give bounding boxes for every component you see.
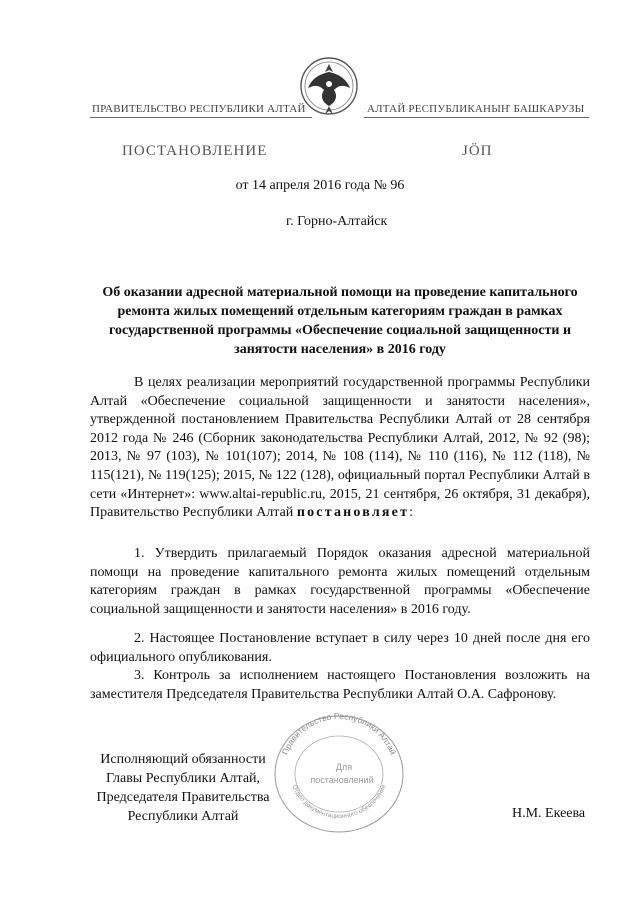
clause-1: 1. Утвердить прилагаемый Порядок оказания адресной материальной помощи на проведение капитального ремонта жилых помещений отдельным категориям граждан в рамках государственной программы «Обеспечение социальной защищенности и занятости населения» в 2016 году. xyxy=(90,546,590,617)
signatory-line-3: Председателя Правительства xyxy=(96,790,270,805)
document-title: Об оказании адресной материальной помощи на проведение капитального ремонта жилых помещений отдельным категориям граждан в рамках государственной программы «Обеспечение социальной защищенности и занятости населения» в 2016 году xyxy=(102,285,578,357)
preamble-text: В целях реализации мероприятий государственной программы Республики Алтай «Обеспечение социальной защищенности и занятости населения», утвержденной постановлением Правительства Республики Алтай от 28 сентября 2012 года № 246 (Сборник законодательства Республики Алтай, 2012, № 92 (98); 2013, № 97 (103), № 101(107); 2014, № 108 (114), № 110 (116), № 112 (118), № 115(121), № 119(125); 2015, № 122 (128), официальный портал Республики Алтай в сети «Интернет»: www.altai-republic.ru, 2015, 21 сентября, 26 октября, 31 декабря), Правительство Республики Алтай xyxy=(90,375,590,521)
preamble-end: : xyxy=(409,505,414,521)
signatory-line-1: Исполняющий обязанности xyxy=(100,752,266,767)
clause-3: 3. Контроль за исполнением настоящего Постановления возложить на заместителя Председателя Правительства Республики Алтай О.А. Сафронову. xyxy=(90,668,590,702)
stamp-center-line2: постановлений xyxy=(310,775,374,785)
svg-text:Отдел документационного обеспе xyxy=(290,783,387,820)
preamble-paragraph xyxy=(90,374,590,523)
stamp-bottom-text: Отдел документационного обеспечения xyxy=(290,783,388,821)
decree-keyword: постановляет xyxy=(296,505,410,521)
clause-2: 2. Настоящее Постановление вступает в силу через 10 дней после дня его официального опубликования. xyxy=(90,631,590,665)
signatory-name: Н.М. Екеева xyxy=(512,806,586,821)
doc-type-alt: JÖП xyxy=(462,143,493,159)
stamp-ring-text: Правительство Республики Алтай xyxy=(279,712,399,757)
header-left-org: ПРАВИТЕЛЬСТВО РЕСПУБЛИКИ АЛТАЙ xyxy=(92,103,306,115)
document-city: г. Горно-Алтайск xyxy=(286,214,388,229)
signatory-line-4: Республики Алтай xyxy=(127,809,239,824)
doc-type-ru: ПОСТАНОВЛЕНИЕ xyxy=(122,143,268,159)
document-date-number: от 14 апреля 2016 года № 96 xyxy=(235,178,405,193)
signatory-title xyxy=(84,750,282,826)
official-seal-stamp xyxy=(270,712,408,836)
header-right-org: АЛТАЙ РЕСПУБЛИКАНЫҤ БАШКАРУЗЫ xyxy=(367,103,585,115)
signatory-line-2: Главы Республики Алтай, xyxy=(105,771,261,786)
svg-text:Правительство Республики Алтай xyxy=(280,712,398,756)
stamp-center-line1: Для xyxy=(335,762,353,772)
